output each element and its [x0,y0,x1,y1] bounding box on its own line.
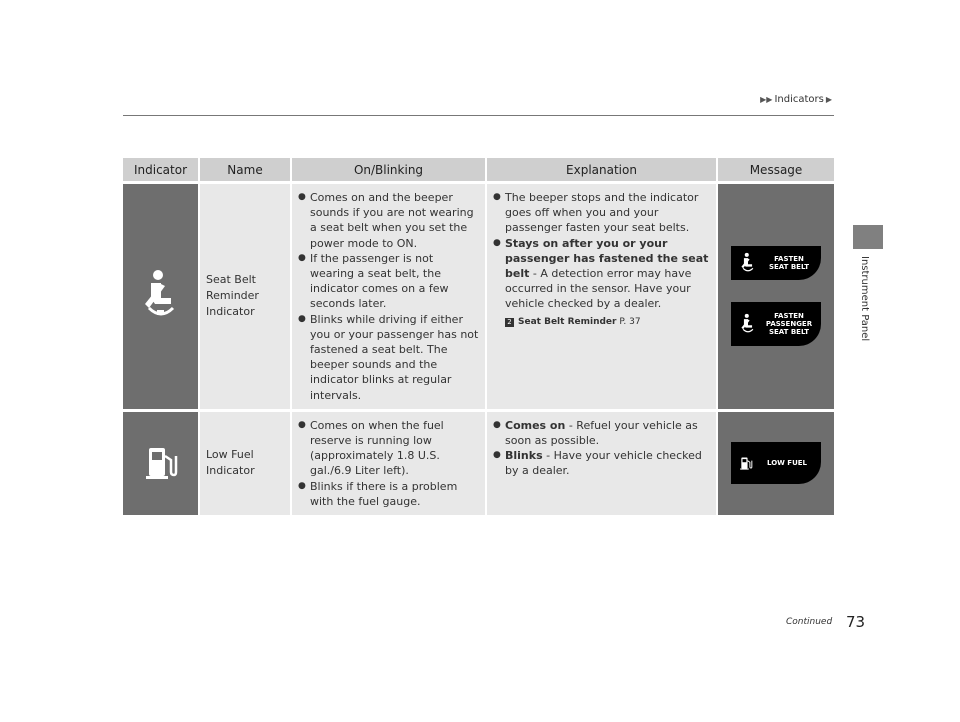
display-message: FASTEN SEAT BELT [731,246,821,280]
list-item: ● Comes on when the fuel reserve is running low (approximately 1.8 U.S. gal./6.9 Liter left). [298,418,479,479]
indicator-name: Low Fuel Indicator [199,412,291,515]
list-item: ● Blinks - Have your vehicle checked by a dealer. [493,448,710,478]
indicator-cell [123,184,199,409]
list-item: ● Comes on and the beeper sounds if you are not wearing a seat belt when you set the power mode to ON. [298,190,479,251]
column-header: Message [717,158,834,181]
column-header: Indicator [123,158,199,181]
list-item: ● The beeper stops and the indicator goes off when you and your passenger fasten your seat belts. [493,190,710,236]
table-header-row [123,158,834,181]
on-blinking-cell [291,184,486,409]
list-item: ● Blinks while driving if either you or your passenger has not fastened a seat belt. The beeper sounds and the indicator blinks at regular intervals. [298,312,479,403]
seat-belt-icon [739,252,757,274]
display-message: LOW FUEL [731,442,821,484]
section-tab [853,225,883,249]
seat-belt-icon [139,268,183,322]
column-header: On/Blinking [291,158,486,181]
page-number: 73 [846,613,866,631]
list-item: ● Comes on - Refuel your vehicle as soon as possible. [493,418,710,448]
indicator-cell [123,412,199,515]
indicator-name: Seat Belt Reminder Indicator [199,184,291,409]
header-divider [123,115,834,116]
page-reference-link[interactable]: 2 Seat Belt Reminder P. 37 [493,315,710,330]
table-row [123,184,834,409]
breadcrumb-arrow-icon: ▶ [825,95,832,104]
list-item: ● If the passenger is not wearing a seat belt, the indicator comes on a few seconds later. [298,251,479,312]
list-item: ● Blinks if there is a problem with the fuel gauge. [298,479,479,509]
on-blinking-cell [291,412,486,515]
explanation-cell [486,184,717,409]
fuel-pump-icon [143,442,179,482]
breadcrumb-label: Indicators [774,94,824,105]
column-header: Explanation [486,158,717,181]
fuel-pump-icon [739,455,753,471]
list-item: ● Stays on after you or your passenger has fastened the seat belt - A detection error may have occurred in the sensor. Have your vehicle checked by a dealer. [493,236,710,312]
table-row [123,412,834,515]
indicator-table [123,158,834,515]
message-cell [717,184,834,409]
continued-label: Continued [786,617,833,627]
message-cell [717,412,834,515]
explanation-cell [486,412,717,515]
reference-arrow-icon: 2 [505,318,514,327]
breadcrumb-arrow-icon: ▶▶ [760,95,773,104]
breadcrumb [720,94,834,105]
column-header: Name [199,158,291,181]
display-message: FASTEN PASSENGER SEAT BELT [731,302,821,346]
seat-belt-icon [739,313,757,335]
section-label: Instrument Panel [859,256,870,342]
